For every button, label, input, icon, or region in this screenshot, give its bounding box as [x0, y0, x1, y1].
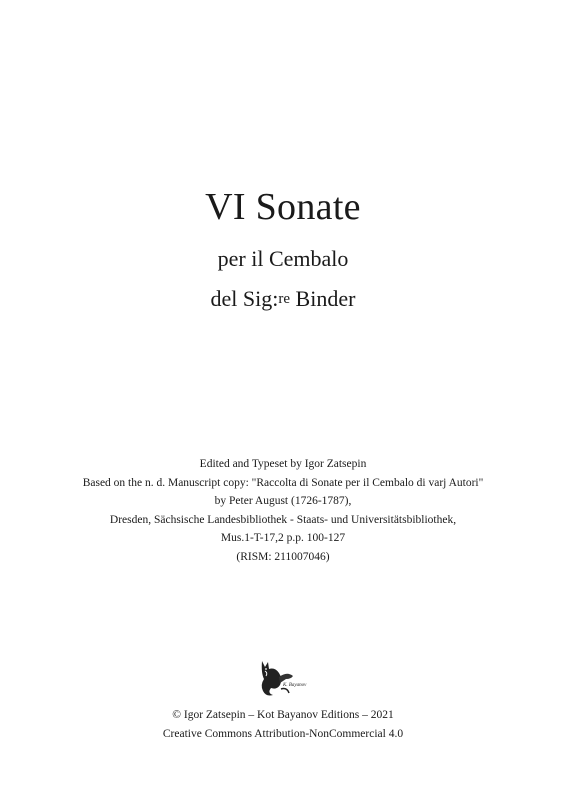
- subtitle-composer: [0, 284, 566, 317]
- svg-text:K. Bayanov: K. Bayanov: [283, 683, 307, 688]
- subtitle-instrument: per il Cembalo: [217, 246, 349, 271]
- composer-superscript: re: [278, 291, 291, 307]
- credit-line-editor: Edited and Typeset by Igor Zatsepin: [199, 458, 367, 470]
- footer: [0, 706, 566, 743]
- page-title: VI Sonate: [205, 186, 361, 228]
- credit-line-shelfmark: Mus.1-T-17,2 p.p. 100-127: [220, 532, 346, 544]
- license-line: Creative Commons Attribution-NonCommercial 4.0: [162, 727, 404, 740]
- credit-line-library: Dresden, Sächsische Landesbibliothek - Staats- und Universitätsbibliothek,: [109, 513, 457, 526]
- cat-publisher-logo-icon: [253, 657, 313, 699]
- composer-name: Binder: [290, 286, 356, 311]
- credit-line-rism: (RISM: 211007046): [236, 550, 330, 563]
- credit-line-source: Based on the n. d. Manuscript copy: "Raccolta di Sonate per il Cembalo di varj Autori": [82, 476, 484, 489]
- credit-line-copyist: by Peter August (1726-1787),: [214, 495, 352, 507]
- composer-prefix: del Sig:: [210, 286, 279, 311]
- copyright-line: © Igor Zatsepin – Kot Bayanov Editions – 2021: [172, 709, 394, 721]
- edition-credits: [0, 455, 566, 566]
